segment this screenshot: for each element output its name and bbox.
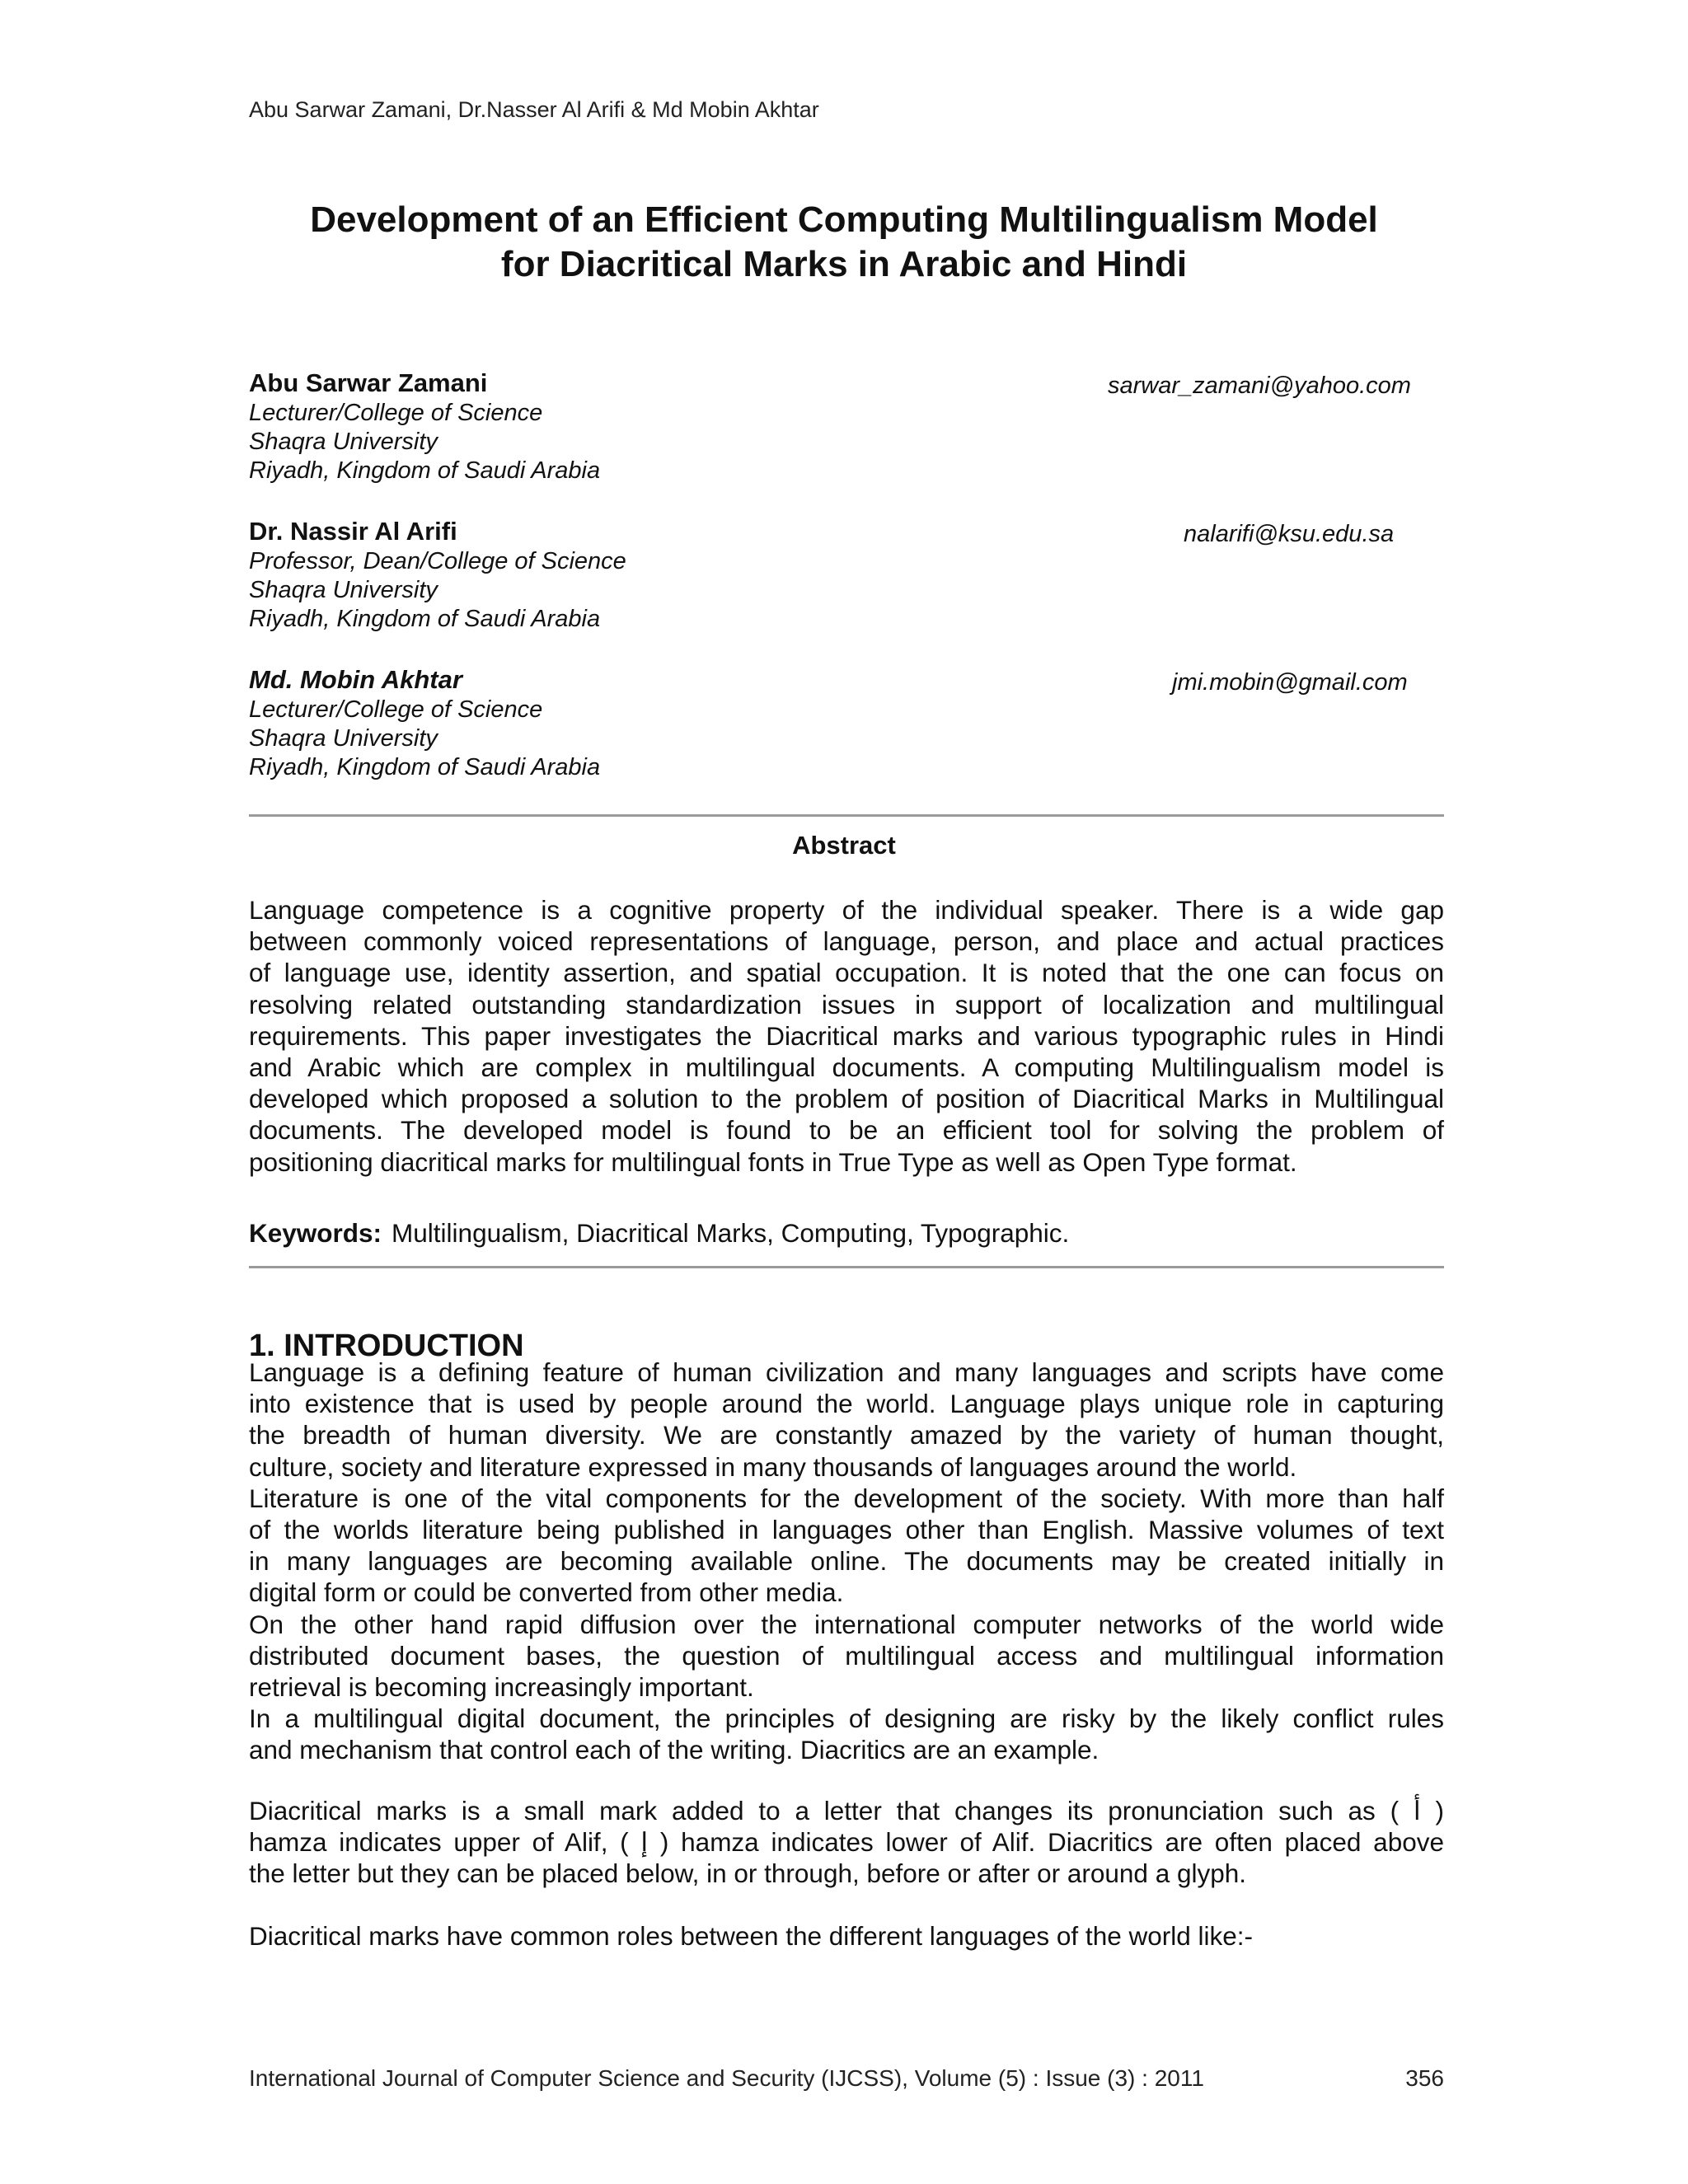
divider-rule [249, 814, 1444, 817]
body-line: Diacritical marks have common roles between the different languages of the world like:- [249, 1921, 1254, 1951]
paper-title [0, 198, 1688, 287]
keywords-label: Keywords: [249, 1218, 382, 1248]
abstract-line: documents. The developed model is found to be an efficient tool for solving the problem of [249, 1115, 1444, 1146]
author-affiliation-line: Lecturer/College of Science [249, 400, 543, 426]
intro-paragraph-1 [249, 1357, 1444, 1766]
abstract-line: positioning diacritical marks for multilingual fonts in True Type as well as Open Type format. [249, 1146, 1297, 1177]
abstract-line: Language competence is a cognitive property of the individual speaker. There is a wide gap [249, 895, 1444, 925]
abstract-line: between commonly voiced representations of language, person, and place and actual practices [249, 926, 1444, 957]
author-affiliation-line: Riyadh, Kingdom of Saudi Arabia [249, 754, 601, 780]
author-affiliation-line: Shaqra University [249, 725, 438, 752]
keywords-text: Multilingualism, Diacritical Marks, Computing, Typographic. [392, 1218, 1070, 1248]
body-line: of the worlds literature being published in languages other than English. Massive volumes of text [249, 1515, 1444, 1545]
running-head: Abu Sarwar Zamani, Dr.Nasser Al Arifi & Md Mobin Akhtar [249, 97, 819, 122]
abstract-line: of language use, identity assertion, and spatial occupation. It is noted that the one can focus on [249, 958, 1444, 988]
keywords [249, 1218, 1069, 1249]
author-affiliation-line: Riyadh, Kingdom of Saudi Arabia [249, 606, 601, 632]
abstract-heading: Abstract [792, 831, 896, 860]
author-affiliation-line: Shaqra University [249, 577, 438, 603]
author-affiliation-line: Professor, Dean/College of Science [249, 548, 626, 574]
body-line: Language is a defining feature of human civilization and many languages and scripts have come [249, 1357, 1444, 1387]
abstract-line: and Arabic which are complex in multilingual documents. A computing Multilingualism model is [249, 1052, 1444, 1083]
body-line: In a multilingual digital document, the principles of designing are risky by the likely conflict rules [249, 1704, 1444, 1734]
body-line: into existence that is used by people around the world. Language plays unique role in capturing [249, 1389, 1444, 1419]
author-name: Md. Mobin Akhtar [249, 665, 462, 694]
divider-rule [249, 1266, 1444, 1268]
page-number: 356 [1405, 2065, 1444, 2091]
author-name: Abu Sarwar Zamani [249, 368, 488, 397]
body-line: culture, society and literature expressed in many thousands of languages around the world. [249, 1451, 1297, 1482]
author-email[interactable]: nalarifi@ksu.edu.sa [1184, 521, 1395, 547]
body-line: digital form or could be converted from other media. [249, 1577, 844, 1608]
intro-paragraph-2 [249, 1795, 1444, 1890]
abstract-line: developed which proposed a solution to the problem of position of Diacritical Marks in Multilingual [249, 1084, 1444, 1114]
author-name: Dr. Nassir Al Arifi [249, 517, 457, 546]
abstract-line: requirements. This paper investigates the Diacritical marks and various typographic rules in Hindi [249, 1020, 1444, 1051]
body-line: the breadth of human diversity. We are constantly amazed by the variety of human thought, [249, 1420, 1444, 1451]
section-heading-introduction: 1. INTRODUCTION [249, 1329, 524, 1363]
body-line: Literature is one of the vital components for the development of the society. With more than half [249, 1483, 1444, 1513]
author-block-1 [249, 368, 600, 485]
title-line-2: for Diacritical Marks in Arabic and Hindi [500, 244, 1188, 284]
author-affiliation-line: Riyadh, Kingdom of Saudi Arabia [249, 457, 601, 484]
page-footer [249, 2065, 1444, 2092]
footer-journal: International Journal of Computer Science and Security (IJCSS), Volume (5) : Issue (3) : 2011 [249, 2065, 1204, 2091]
author-affiliation-line: Shaqra University [249, 429, 438, 455]
author-email[interactable]: sarwar_zamani@yahoo.com [1108, 373, 1411, 399]
abstract-line: resolving related outstanding standardization issues in support of localization and multilingual [249, 989, 1444, 1019]
body-line: the letter but they can be placed below, in or through, before or after or around a glyph. [249, 1858, 1247, 1889]
abstract-body [249, 894, 1444, 1178]
body-line: and mechanism that control each of the writing. Diacritics are an example. [249, 1735, 1100, 1765]
title-line-1: Development of an Efficient Computing Multilingualism Model [310, 199, 1378, 240]
author-block-2 [249, 516, 626, 634]
body-line: hamza indicates upper of Alif, ( إ ) hamza indicates lower of Alif. Diacritics are often placed above [249, 1827, 1445, 1858]
author-block-3 [249, 664, 600, 782]
body-line: retrieval is becoming increasingly important. [249, 1672, 754, 1703]
body-line: distributed document bases, the question of multilingual access and multilingual information [249, 1640, 1444, 1671]
intro-paragraph-3 [249, 1920, 1444, 1952]
body-line: in many languages are becoming available online. The documents may be created initially in [249, 1546, 1444, 1577]
body-line: Diacritical marks is a small mark added to a letter that changes its pronunciation such as ( أ ) [249, 1796, 1444, 1825]
body-line: On the other hand rapid diffusion over the international computer networks of the world wide [249, 1609, 1444, 1639]
author-email[interactable]: jmi.mobin@gmail.com [1172, 669, 1408, 696]
author-affiliation-line: Lecturer/College of Science [249, 696, 543, 723]
